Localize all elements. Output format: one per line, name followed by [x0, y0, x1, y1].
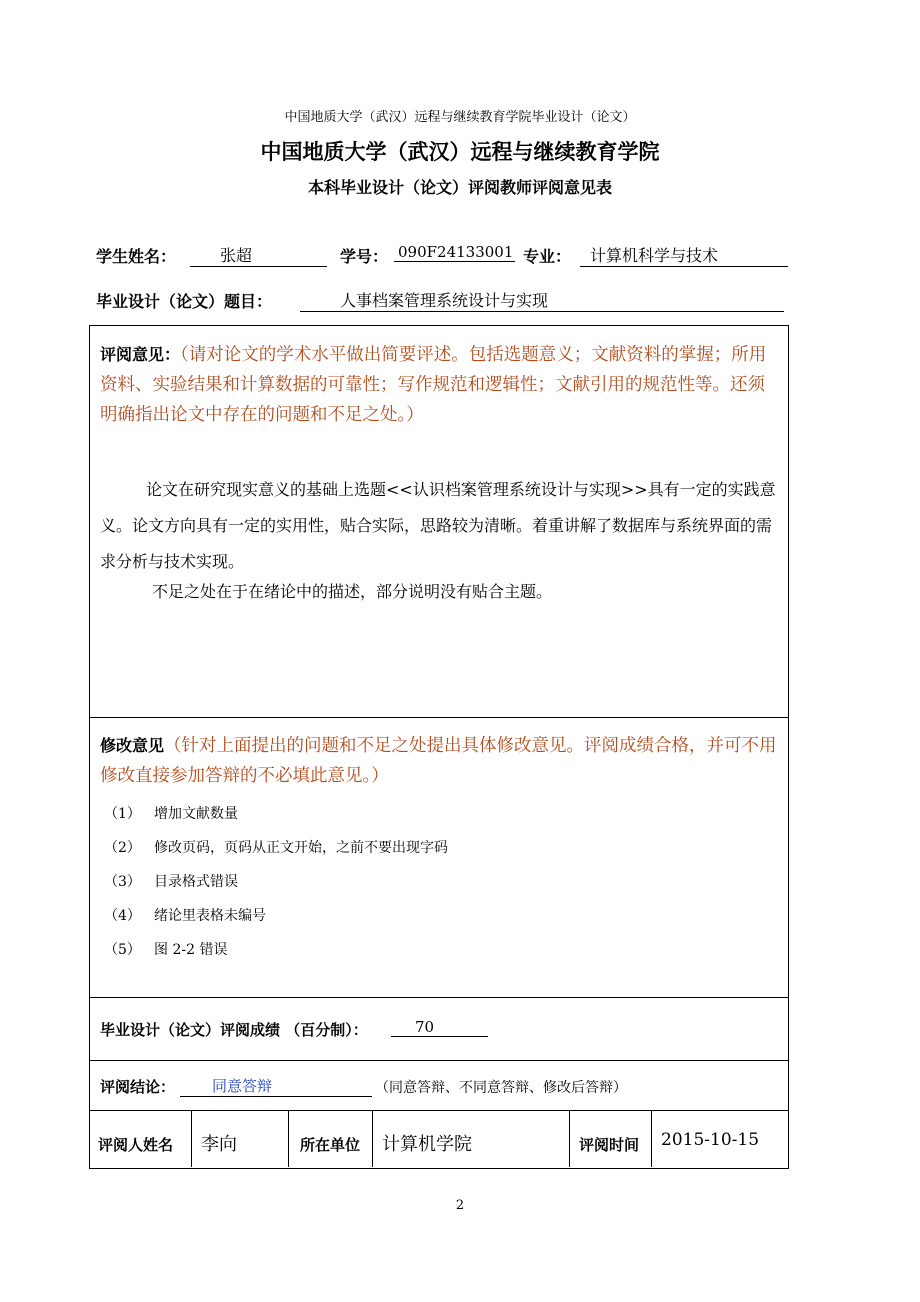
review-paragraph-1: 论文在研究现实意义的基础上选题<<认识档案管理系统设计与实现>>具有一定的实践意义。论文方向具有一定的实用性，贴合实际，思路较为清晰。着重讲解了数据库与系统界面的需求分析与技术实现。 [100, 480, 776, 571]
revision-item-number: （5） [104, 942, 141, 958]
thesis-topic-value: 人事档案管理系统设计与实现 [300, 288, 784, 312]
revision-item-text: 绪论里表格未编号 [154, 908, 266, 924]
student-id-label: 学号： [340, 247, 389, 266]
review-instruction-text: （请对论文的学术水平做出简要评述。包括选题意义；文献资料的掌握；所用资料、实验结果和计算数据的可靠性；写作规范和逻辑性；文献引用的规范性等。还须明确指出论文中存在的问题和不足之处。） [100, 345, 767, 425]
review-label: 评阅意见： [100, 345, 181, 364]
major-value: 计算机科学与技术 [580, 243, 788, 267]
reviewer-name-value: 李向 [201, 1134, 237, 1155]
table-column-divider [372, 1110, 373, 1167]
conclusion-label: 评阅结论： [100, 1078, 176, 1096]
revision-item-text: 图 2-2 错误 [154, 942, 228, 958]
table-column-divider [569, 1110, 570, 1167]
review-instruction [100, 340, 780, 430]
list-item [104, 939, 227, 959]
revision-item-number: （4） [104, 908, 141, 924]
table-divider [89, 1060, 788, 1061]
table-divider [89, 1110, 788, 1111]
student-name-label: 学生姓名： [96, 247, 177, 266]
score-label: 毕业设计（论文）评阅成绩 （百分制）： [100, 1021, 368, 1039]
major-label: 专业： [523, 247, 572, 266]
table-divider [89, 997, 788, 998]
table-divider [89, 717, 788, 718]
list-item [104, 871, 238, 891]
list-item [104, 837, 448, 857]
revision-item-number: （2） [104, 840, 141, 856]
revision-item-text: 修改页码，页码从正文开始，之前不要出现字码 [154, 840, 448, 856]
student-id-value: 090F24133001 [394, 243, 515, 262]
revision-instruction [100, 731, 780, 791]
table-column-divider [288, 1110, 289, 1167]
reviewer-unit-value: 计算机学院 [382, 1134, 472, 1155]
reviewer-name-label: 评阅人姓名 [98, 1136, 174, 1154]
review-date-value: 2015-10-15 [661, 1130, 760, 1150]
reviewer-unit-label: 所在单位 [300, 1136, 361, 1154]
running-header: 中国地质大学（武汉）远程与继续教育学院毕业设计（论文） [284, 110, 636, 125]
revision-item-text: 目录格式错误 [154, 874, 238, 890]
review-date-label: 评阅时间 [579, 1136, 640, 1154]
table-column-divider [191, 1110, 192, 1167]
list-item [104, 905, 266, 925]
form-subtitle: 本科毕业设计（论文）评阅教师评阅意见表 [307, 178, 612, 197]
page-title: 中国地质大学（武汉）远程与继续教育学院 [260, 140, 660, 164]
table-column-divider [651, 1110, 652, 1167]
student-name-value: 张超 [190, 243, 327, 267]
page-number: 2 [455, 1198, 465, 1213]
revision-item-number: （1） [104, 806, 141, 822]
list-item [104, 803, 238, 823]
conclusion-options: （同意答辩、不同意答辩、修改后答辩） [375, 1080, 627, 1096]
revision-instruction-text: （针对上面提出的问题和不足之处提出具体修改意见。评阅成绩合格，并可不用修改直接参加答辩的不必填此意见。） [100, 736, 777, 786]
revision-label: 修改意见 [100, 736, 165, 755]
revision-item-number: （3） [104, 874, 141, 890]
revision-item-text: 增加文献数量 [154, 806, 238, 822]
score-value: 70 [391, 1018, 488, 1037]
thesis-topic-label: 毕业设计（论文）题目： [96, 292, 273, 311]
conclusion-value: 同意答辩 [180, 1075, 372, 1097]
review-paragraph-2: 不足之处在于在绪论中的描述，部分说明没有贴合主题。 [152, 582, 553, 601]
